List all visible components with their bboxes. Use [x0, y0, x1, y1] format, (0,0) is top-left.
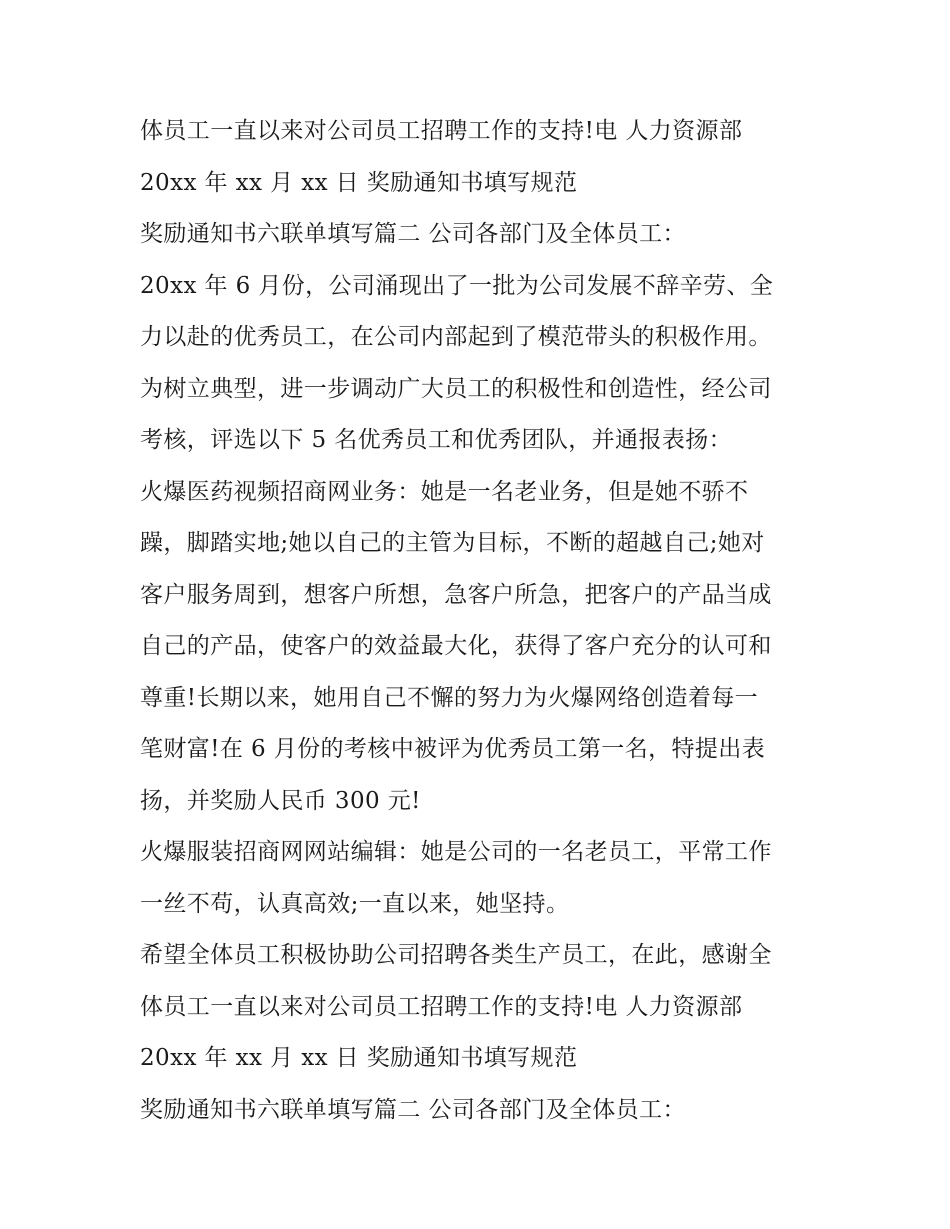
text-line: 力以赴的优秀员工，在公司内部起到了模范带头的积极作用。 — [140, 324, 772, 350]
text-line: 体员工一直以来对公司员工招聘工作的支持!电 人力资源部 — [140, 993, 743, 1020]
text-line: 躁，脚踏实地;她以自己的主管为目标，不断的超越自己;她对 — [140, 530, 765, 556]
text-line: 体员工一直以来对公司员工招聘工作的支持!电 人力资源部 — [140, 118, 743, 144]
text-line: 一丝不苟，认真高效;一直以来，她坚持。 — [140, 890, 570, 917]
text-line: 火爆医药视频招商网业务：她是一名老业务，但是她不骄不 — [140, 478, 749, 505]
text-line: 希望全体员工积极协助公司招聘各类生产员工，在此，感谢全 — [140, 942, 772, 968]
text-line: 为树立典型，进一步调动广大员工的积极性和创造性，经公司 — [140, 375, 772, 402]
text-line: 考核，评选以下 5 名优秀员工和优秀团队，并通报表扬： — [140, 427, 733, 453]
text-line: 奖励通知书六联单填写篇二 公司各部门及全体员工： — [140, 1096, 686, 1123]
text-line: 20xx 年 xx 月 xx 日 奖励通知书填写规范 — [140, 169, 578, 196]
document-body — [140, 106, 830, 1136]
text-line: 火爆服装招商网网站编辑：她是公司的一名老员工，平常工作 — [140, 839, 772, 865]
text-line: 笔财富!在 6 月份的考核中被评为优秀员工第一名，特提出表 — [140, 736, 766, 762]
text-line: 自己的产品，使客户的效益最大化，获得了客户充分的认可和 — [140, 633, 772, 659]
text-line: 扬，并奖励人民币 300 元! — [140, 787, 421, 814]
text-line: 客户服务周到，想客户所想，急客户所急，把客户的产品当成 — [140, 581, 772, 608]
text-line: 奖励通知书六联单填写篇二 公司各部门及全体员工： — [140, 221, 686, 247]
text-line: 20xx 年 xx 月 xx 日 奖励通知书填写规范 — [140, 1045, 578, 1071]
text-line: 尊重!长期以来，她用自己不懈的努力为火爆网络创造着每一 — [140, 684, 759, 711]
text-line: 20xx 年 6 月份，公司涌现出了一批为公司发展不辞辛劳、全 — [140, 272, 774, 299]
